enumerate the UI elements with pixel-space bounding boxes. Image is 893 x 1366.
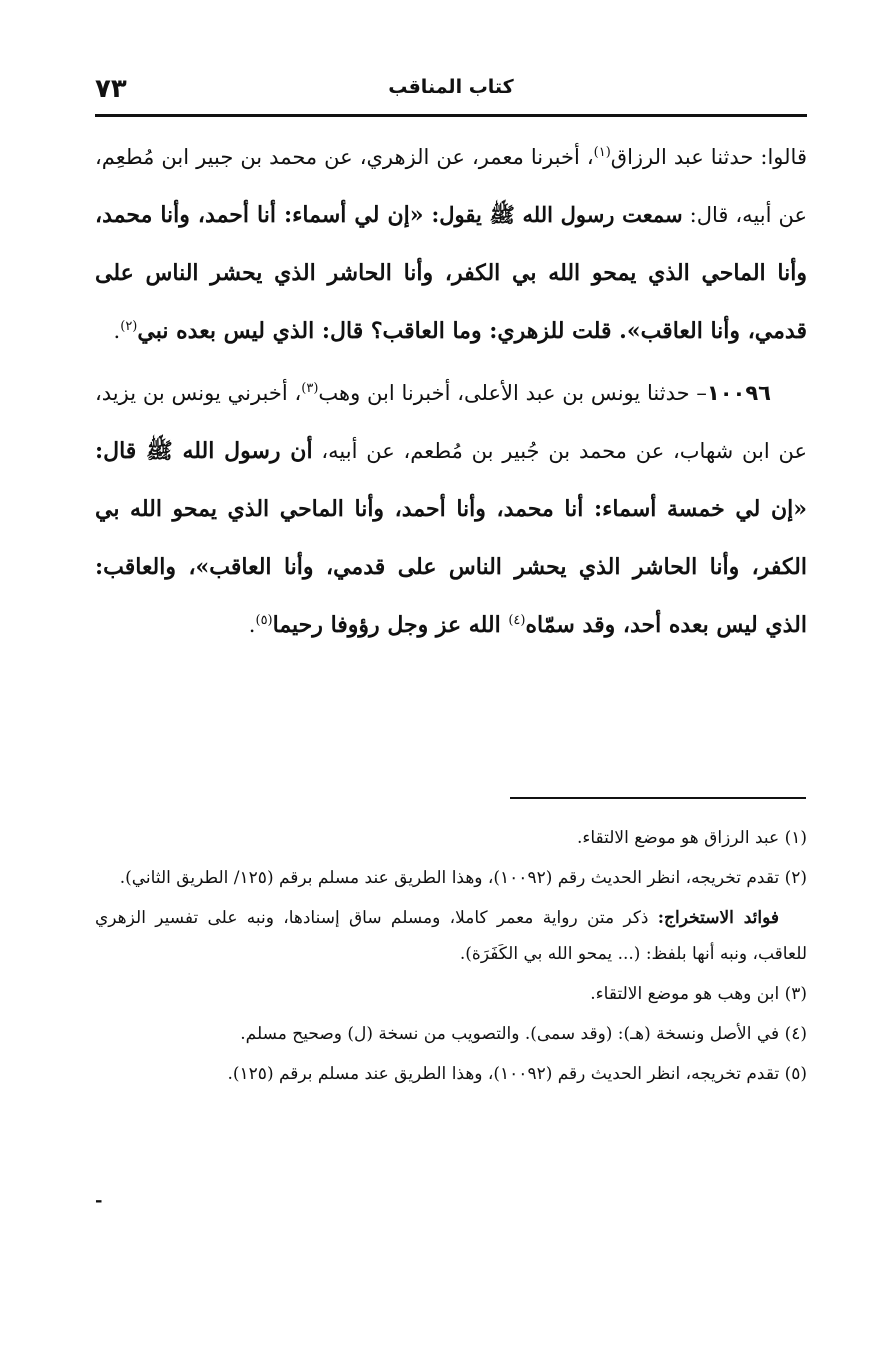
page-number: ٧٣ [95, 74, 127, 104]
footnote-ref-5: (٥) [255, 613, 273, 628]
footnote-3: (٣) ابن وهب هو موضع الالتقاء. [590, 984, 807, 1004]
book-title: كتاب المناقب [388, 76, 514, 98]
p1-chain: ، أخبرنا معمر، عن الزهري، عن محمد بن جبير ابن مُطعِم، عن أبيه، قال: [95, 145, 807, 227]
p2-chain: ، أخبرني يونس بن يزيد، عن ابن شهاب، عن محمد بن جُبير بن مُطعم، عن أبيه، [95, 381, 807, 463]
footnote-ref-3: (٣) [301, 381, 319, 396]
footnote-ref-1: (١) [593, 145, 611, 160]
paragraph-1 [95, 128, 807, 360]
footnote-separator [510, 797, 806, 799]
running-header [95, 70, 807, 114]
footnotes [95, 820, 807, 1096]
main-text [95, 128, 807, 654]
footnote-ref-4: (٤) [508, 613, 526, 628]
header-rule [95, 114, 807, 117]
benefit-text: ذكر متن رواية معمر كاملا، ومسلم ساق إسنادها، ونبه على تفسير الزهري للعاقب، ونبه أنها بلفظ: (... يمحو الله بي الكَفَرَة). [95, 908, 807, 964]
footnote-1: (١) عبد الرزاق هو موضع الالتقاء. [576, 828, 807, 848]
footnote-5: (٥) تقدم تخريجه، انظر الحديث رقم (١٠٠٩٢)، وهذا الطريق عند مسلم برقم (١٢٥). [227, 1064, 807, 1084]
p1-quote: «إن لي أسماء: أنا أحمد، وأنا محمد، وأنا الماحي الذي يمحو الله بي الكفر، وأنا الحاشر الذي يحشر الناس على قدمي، وأنا العاقب». قلت للزهري: وما العاقب؟ قال: الذي ليس بعده نبي [95, 202, 807, 344]
footnote-ref-2: (٢) [120, 319, 138, 334]
extraction-benefit-note [95, 900, 807, 972]
p2-quote: أن رسول الله ﷺ قال: «إن لي خمسة أسماء: أنا محمد، وأنا أحمد، وأنا الماحي الذي يمحو الله بي الكفر، وأنا الحاشر الذي يحشر الناس على قدمي، وأنا العاقب»، والعاقب: الذي ليس بعده أحد، وقد سمّاه [95, 438, 807, 638]
p1-bold-lead: سمعت رسول الله ﷺ يقول: [431, 202, 683, 227]
end-mark: - [95, 1190, 103, 1211]
hadith-10096 [95, 364, 807, 654]
p2-dash-text: – حدثنا يونس بن عبد الأعلى، أخبرنا ابن وهب [318, 381, 707, 405]
p2-quote-end: الله عز وجل رؤوفا رحيما [272, 612, 509, 638]
hadith-number: ١٠٠٩٦ [706, 381, 771, 405]
benefit-label: فوائد الاستخراج: [657, 908, 779, 928]
p1-intro: قالوا: حدثنا عبد الرزاق [610, 145, 807, 169]
footnote-4: (٤) في الأصل ونسخة (هـ): (وقد سمى). والتصويب من نسخة (ل) وصحيح مسلم. [240, 1024, 807, 1044]
p2-end: . [248, 613, 256, 637]
footnote-2: (٢) تقدم تخريجه، انظر الحديث رقم (١٠٠٩٢)، وهذا الطريق عند مسلم برقم (١٢٥/ الطريق الثاني). [119, 868, 807, 888]
p1-end: . [113, 319, 121, 343]
